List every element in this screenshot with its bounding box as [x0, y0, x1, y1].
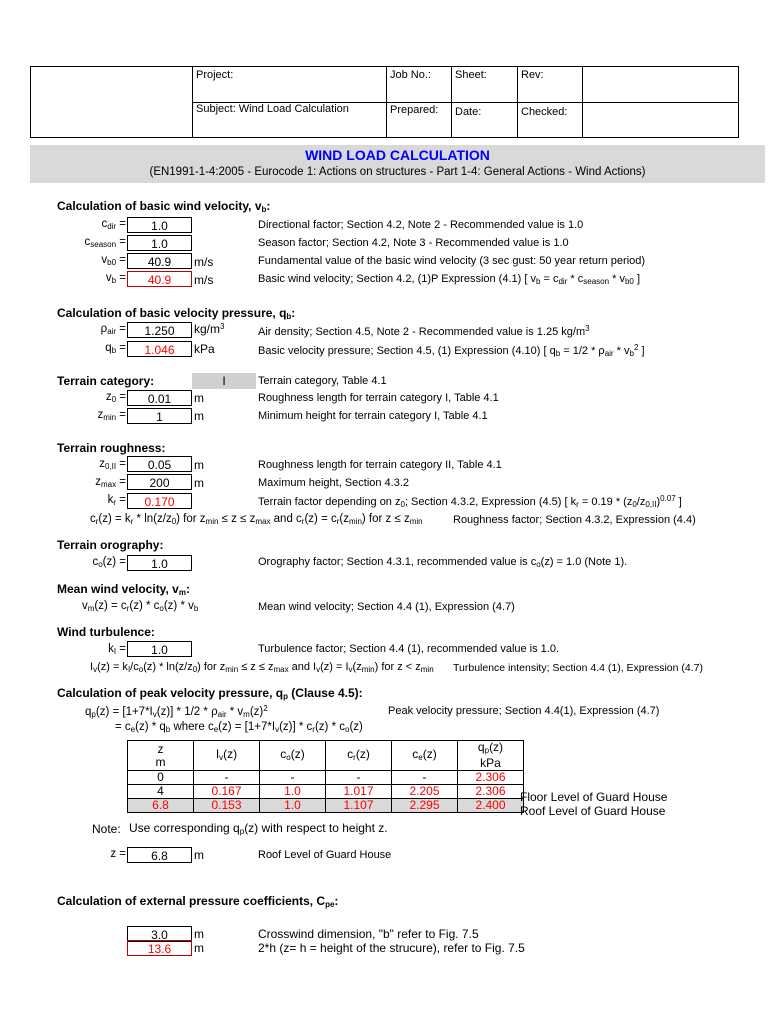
z-desc: Roof Level of Guard House [258, 849, 392, 861]
kr-value: 0.170 [127, 493, 192, 509]
date-field: Date: [451, 102, 518, 137]
vb0-desc: Fundamental value of the basic wind velocity (3 sec gust: 50 year return period) [258, 255, 646, 267]
z0-value: 0.01 [127, 390, 192, 406]
z0-label: $z_0$ = [105, 391, 126, 404]
vb0-value: 40.9 [127, 253, 192, 269]
vb0-label: $v_{b0}$ = [101, 254, 126, 267]
vb-value: 40.9 [127, 271, 192, 287]
project-field: Project: [192, 67, 389, 102]
kr-label: $k_r$ = [107, 494, 126, 507]
qp-desc: Peak velocity pressure; Section 4.4(1), Expression (4.7) [388, 705, 660, 717]
cseason-label: $c_{season}$ = [84, 236, 126, 249]
prepared-field: Prepared: [386, 102, 452, 137]
section-wind-turbulence: Wind turbulence: [57, 625, 155, 639]
co-desc: Orography factor; Section 4.3.1, recommended value is $c_o(z) = 1.0$ (Note 1). [258, 556, 628, 569]
iv-formula: $I_v(z) = k_I/c_o(z) * \ln(z/z_0)$ for $z_{min} \le z \le z_{max}$ and $I_v(z) = I_v(z_{min})$ for $z < z_{min}$ [90, 661, 434, 674]
rev-field: Rev: [517, 67, 583, 102]
page-title: WIND LOAD CALCULATION [305, 147, 490, 163]
zmin-desc: Minimum height for terrain category I, Table 4.1 [258, 410, 488, 422]
ce-formula: = $c_e(z) * q_b$ where $c_e(z) = [1+7*I_v(z)] * c_r(z) * c_o(z)$ [115, 721, 363, 734]
section-terrain-orography: Terrain orography: [57, 538, 164, 552]
section-velocity-pressure: Calculation of basic velocity pressure, $q_b$: [57, 306, 296, 321]
ki-value: 1.0 [127, 641, 192, 657]
qp-formula: $q_p(z) = [1+7*I_v(z)] * 1/2 * \rho_{air} * v_m(z)^2$ [85, 704, 268, 719]
vb-unit: m/s [194, 273, 214, 287]
rho-value: 1.250 [127, 322, 192, 338]
h2-value: 13.6 [127, 940, 192, 956]
rho-label: $\rho_{air}$ = [100, 323, 126, 336]
z0II-desc: Roughness length for terrain category II, Table 4.1 [258, 459, 502, 471]
section-peak-pressure: Calculation of peak velocity pressure, $q_p$ (Clause 4.5): [57, 686, 363, 701]
zmax-label: $z_{max}$ = [95, 476, 126, 489]
z0-desc: Roughness length for terrain category I, Table 4.1 [258, 392, 499, 404]
ki-desc: Turbulence factor; Section 4.4 (1), recommended value is 1.0. [258, 643, 560, 655]
note-label: Note: [92, 822, 121, 836]
zmax-desc: Maximum height, Section 4.3.2 [258, 477, 410, 489]
rho-unit: $kg/m^3$ [194, 322, 225, 336]
page-subtitle: (EN1991-1-4:2005 - Eurocode 1: Actions on structures - Part 1-4: General Actions - Wind Actions) [149, 166, 646, 178]
terrain-category-value: I [192, 373, 256, 389]
table-row: 4 0.167 1.0 1.017 2.205 2.306 [128, 785, 524, 799]
vb-label: $v_b$ = [105, 272, 126, 285]
section-basic-velocity: Calculation of basic wind velocity, $v_b$: [57, 199, 271, 214]
section-external-pressure: Calculation of external pressure coefficients, $C_{pe}$: [57, 894, 339, 909]
terrain-category-desc: Terrain category, Table 4.1 [258, 375, 387, 387]
table-row: 6.8 0.153 1.0 1.107 2.295 2.400 [128, 799, 524, 813]
b-desc: Crosswind dimension, "b" refer to Fig. 7.5 [258, 927, 479, 941]
co-label: $c_o(z)$ = [92, 556, 126, 569]
rho-desc: Air density; Section 4.5, Note 2 - Recommended value is 1.25 $kg/m^3$ [258, 324, 590, 338]
zmax-value: 200 [127, 474, 192, 490]
z0-unit: m [194, 391, 204, 405]
vb-desc: Basic wind velocity; Section 4.2, (1)P Expression (4.1) [ $v_b = c_{dir} * c_{season} * v_{b0}$ ] [258, 273, 641, 286]
b-unit: m [194, 927, 204, 941]
table-header-row: z m $I_v(z)$ $c_o(z)$ $c_r(z)$ $c_e(z)$ $q_p(z)$ kPa [128, 741, 524, 771]
qb-label: $q_b$ = [105, 342, 126, 355]
vb0-unit: m/s [194, 255, 214, 269]
vm-formula: $v_m(z) = c_r(z) * c_o(z) * v_b$ [82, 600, 199, 613]
z0II-unit: m [194, 458, 204, 472]
sheet-field: Sheet: [451, 67, 518, 102]
h2-unit: m [194, 941, 204, 955]
zmin-value: 1 [127, 408, 192, 424]
cdir-label: $c_{dir}$ = [101, 218, 126, 231]
checked-field: Checked: [517, 102, 583, 137]
section-terrain-category: Terrain category: [57, 374, 155, 388]
subject-field: Subject: Wind Load Calculation [192, 102, 389, 137]
b-value: 3.0 [127, 926, 192, 942]
vm-desc: Mean wind velocity; Section 4.4 (1), Expression (4.7) [258, 601, 515, 613]
peak-pressure-table [127, 740, 524, 813]
note-text: Use corresponding $q_p(z)$ with respect to height z. [129, 821, 388, 836]
qb-unit: kPa [194, 342, 215, 356]
z0II-label: $z_{0,II}$ = [99, 458, 126, 471]
iv-desc: Turbulence intensity; Section 4.4 (1), Expression (4.7) [453, 662, 703, 674]
qb-value: 1.046 [127, 341, 192, 357]
section-terrain-roughness: Terrain roughness: [57, 441, 166, 455]
zmax-unit: m [194, 476, 204, 490]
cdir-desc: Directional factor; Section 4.2, Note 2 - Recommended value is 1.0 [258, 219, 584, 231]
zmin-unit: m [194, 409, 204, 423]
cr-desc: Roughness factor; Section 4.3.2, Expression (4.4) [453, 514, 696, 526]
job-no-field: Job No.: [386, 67, 452, 102]
kr-desc: Terrain factor depending on $z_0$; Section 4.3.2, Expression (4.5) [ $k_r = 0.19 * (z_0/z_{0,II})^{0.07}$ ] [258, 494, 682, 509]
co-value: 1.0 [127, 555, 192, 571]
z-unit: m [194, 848, 204, 862]
table-row: 0 - - - - 2.306 [128, 771, 524, 785]
h2-desc: 2*h (z= h = height of the strucure), refer to Fig. 7.5 [258, 941, 525, 955]
z0II-value: 0.05 [127, 456, 192, 472]
row-note-floor: Floor Level of Guard House [520, 790, 668, 804]
z-value: 6.8 [127, 847, 192, 863]
cr-formula: $c_r(z) = k_r * \ln(z/z_0)$ for $z_{min} \le z \le z_{max}$ and $c_r(z) = c_r(z_{min})$ for $z \le z_{min}$ [90, 513, 423, 526]
ki-label: $k_I$ = [108, 643, 126, 656]
z-label: z = [110, 848, 126, 860]
row-note-roof: Roof Level of Guard House [520, 804, 666, 818]
zmin-label: $z_{min}$ = [97, 409, 126, 422]
qb-desc: Basic velocity pressure; Section 4.5, (1) Expression (4.10) [ $q_b = 1/2 * \rho_{air} * v_b^2$ ] [258, 343, 645, 358]
title-banner [30, 145, 765, 183]
section-mean-velocity: Mean wind velocity, $v_m$: [57, 582, 190, 597]
cseason-desc: Season factor; Section 4.2, Note 3 - Recommended value is 1.0 [258, 237, 569, 249]
cseason-value: 1.0 [127, 235, 192, 251]
title-block [30, 66, 739, 138]
cdir-value: 1.0 [127, 217, 192, 233]
